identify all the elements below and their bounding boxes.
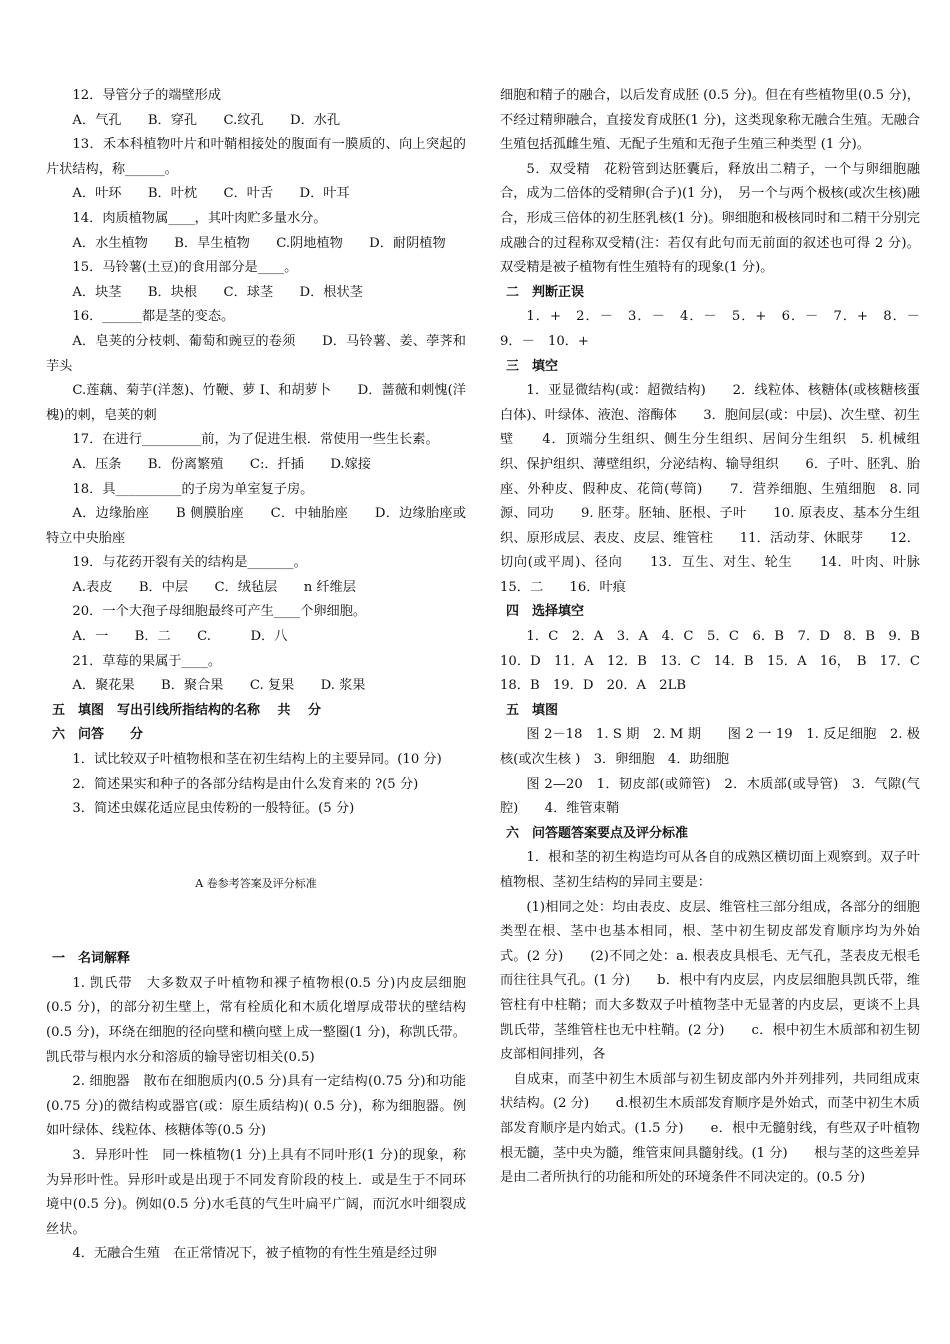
text-paragraph: A．压条 B．份离繁殖 C:．扦插 D.嫁接	[72, 456, 371, 472]
section-heading: 五 填图	[506, 702, 559, 718]
section-heading: 五 填图 写出引线所指结构的名称 共 分	[52, 702, 322, 718]
text-paragraph: (1)相同之处：均由表皮、皮层、维管柱三部分组成，各部分的细胞类型在根、茎中也基本相同，根、茎中初生韧皮部发育顺序均为外始式。(2 分) (2)不同之处：a. 根表皮具根毛、无气孔，茎表皮无根毛而往往具气孔。(1 分) b．根中有内皮层，内皮层细胞具凯氏带，维管柱有中柱鞘；而大多数双子叶植物茎中无显著的内皮层，更谈不上具凯氏带，茎维管柱也无中柱鞘。(2 分) c．根中初生木质部和初生韧皮部相间排列，各	[500, 899, 920, 1063]
text-paragraph: 15．马铃薯(土豆)的食用部分是____。	[72, 260, 298, 276]
text-paragraph: A．块茎 B．块根 C．球茎 D．根状茎	[72, 284, 363, 300]
text-paragraph: A．气孔 B．穿孔 C.纹孔 D．水孔	[72, 112, 341, 128]
text-paragraph: 图 2—20 1．韧皮部(或筛管) 2．木质部(或导管) 3．气隙(气腔) 4．维管束鞘	[500, 776, 920, 817]
text-paragraph: 2．简述果实和种子的各部分结构是由什么发育来的 ?(5 分)	[72, 776, 419, 792]
text-paragraph: 12．导管分子的端壁形成	[72, 88, 222, 103]
text-paragraph: 4．无融合生殖 在正常情况下，被子植物的有性生殖是经过卵	[72, 1246, 437, 1262]
text-paragraph: 13．禾本科植物叶片和叶鞘相接处的腹面有一膜质的、向上突起的片状结构，称______。	[46, 137, 466, 177]
section-heading: 六 问答 分	[52, 727, 144, 743]
text-paragraph: 19．与花药开裂有关的结构是_______。	[72, 555, 307, 571]
text-paragraph: 图 2－18 1. S 期 2. M 期 图 2 一 19 1. 反足细胞 2. 极核(或次生核 ) 3．卵细胞 4．助细胞	[500, 727, 920, 768]
text-paragraph: A．一 B．二 C. D．八	[72, 629, 288, 645]
text-paragraph: 细胞和精子的融合，以后发育成胚 (0.5 分)。但在有些植物里(0.5 分)，不经过精卵融合，直接发育成胚(1 分)，这类现象称无融合生殖。无融合生殖包括孤雌生殖、无配子生殖和无孢子生殖三种类型 (1 分)。	[500, 88, 920, 153]
text-paragraph: 1. 凯氏带 大多数双子叶植物和裸子植物根(0.5 分)内皮层细胞(0.5 分)，的部分初生壁上，常有栓质化和木质化增厚成带状的壁结构(0.5 分)，环绕在细胞的径向壁和横向壁上成一整圈(1 分)，称凯氏带。凯氏带与根内水分和溶质的输导密切相关(0.5)	[46, 975, 466, 1065]
right-column	[500, 84, 947, 1191]
text-paragraph: A.表皮 B．中层 C．绒毡层 n 纤维层	[72, 579, 356, 595]
text-paragraph: 1．根和茎的初生构造均可从各自的成熟区横切面上观察到。双子叶植物根、茎初生结构的异同主要是：	[500, 850, 920, 890]
text-paragraph: A 卷参考答案及评分标准	[195, 877, 317, 891]
text-paragraph: A．叶环 B．叶枕 C．叶舌 D．叶耳	[72, 186, 350, 202]
text-paragraph: 14．肉质植物属____，其叶肉贮多量水分。	[72, 210, 327, 226]
section-heading: 六 问答题答案要点及评分标准	[506, 825, 689, 841]
text-paragraph: 17．在进行_________前，为了促进生根．常使用一些生长素。	[72, 432, 439, 448]
text-paragraph: 21．草莓的果属于____。	[72, 653, 222, 669]
text-paragraph: 3．简述虫媒花适应昆虫传粉的一般特征。(5 分)	[72, 801, 355, 817]
text-paragraph: 20．一个大孢子母细胞最终可产生____个卵细胞。	[72, 604, 367, 620]
section-heading: 四 选择填空	[506, 604, 585, 620]
left-column	[46, 84, 466, 1267]
text-paragraph: 18．具__________的子房为单室复子房。	[72, 481, 314, 497]
text-paragraph: 1．+ 2．－ 3．－ 4．－ 5．+ 6．－ 7．+ 8．－ 9．－ 10．+	[500, 309, 934, 349]
spacer	[46, 910, 466, 934]
text-paragraph: 1．C 2．A 3．A 4．C 5．C 6．B 7．D 8．B 9．B 10．D 11．A 12．B 13．C 14．B 15．A 16， B 17．C 18．B 19．D 20．A 2LB	[500, 629, 934, 694]
text-paragraph: 3．异形叶性 同一株植物(1 分)上具有不同叶形(1 分)的现象，称为异形叶性。异形叶或是出现于不同发育阶段的枝上．或是生于不同环境中(0.5 分)。例如(0.5 分)水毛茛的气生叶扁平广阔，而沉水叶细裂成丝状。	[46, 1147, 466, 1237]
text-paragraph: C.莲藕、菊芋(洋葱)、竹鞭、萝 I、和胡萝卜 D．蔷薇和刺愧(洋槐)的刺，皂荚的刺	[46, 383, 466, 423]
section-heading: 二 判断正误	[506, 284, 585, 300]
section-heading: 三 填空	[506, 358, 559, 374]
text-paragraph: 2. 细胞器 散布在细胞质内(0.5 分)具有一定结构(0.75 分)和功能(0.75 分)的微结构或器官(或：原生质结构)( 0.5 分)，称为细胞器。例如叶绿体、线粒体、核糖体等(0.5 分)	[46, 1074, 466, 1139]
text-paragraph: 16．______都是茎的变态。	[72, 309, 235, 325]
text-paragraph: 1．试比较双子叶植物根和茎在初生结构上的主要异同。(10 分)	[72, 752, 442, 768]
text-paragraph: A．水生植物 B．旱生植物 C.阴地植物 D．耐阴植物	[72, 235, 446, 251]
text-paragraph: A．聚花果 B．聚合果 C. 复果 D. 浆果	[72, 678, 366, 694]
section-heading: 一 名词解释	[52, 951, 131, 967]
text-paragraph: 5．双受精 花粉管到达胚囊后，释放出二精子，一个与卵细胞融合，成为二倍体的受精卵(合子)(1 分)， 另一个与两个极核(或次生核)融合，形成三倍体的初生胚乳核(1 分)。卵细胞和极核同时和二精干分别完成融合的过程称双受精(注：若仅有此句而无前面的叙述也可得 2 分)。双受精是被子植物有性生殖特有的现象(1 分)。	[500, 161, 920, 276]
text-paragraph: 自成束，而茎中初生木质部与初生韧皮部内外并列排列，共同组成束状结构。(2 分) d.根初生木质部发育顺序是外始式，而茎中初生木质部发育顺序是内始式。(1.5 分) e．根中无髓射线，有些双子叶植物根无髓，茎中央为髓，维管束间具髓射线。(1 分) 根与茎的这些差异是由二者所执行的功能和所处的环境条件不同决定的。(0.5 分)	[500, 1071, 920, 1186]
text-paragraph: A．皂荚的分枝刺、葡萄和豌豆的卷须 D．马铃薯、姜、荸荠和芋头	[46, 333, 466, 374]
spacer	[46, 835, 466, 859]
text-paragraph: A．边缘胎座 B 侧膜胎座 C．中轴胎座 D．边缘胎座或特立中央胎座	[46, 506, 466, 546]
text-paragraph: 1．亚显微结构(或：超微结构) 2．线粒体、核糖体(或核糖核蛋白体)、叶绿体、液泡、溶酶体 3．胞间层(或：中层)、次生壁、初生壁 4．顶端分生组织、侧生分生组织、居间分生组织 5. 机械组织、保护组织、薄壁组织，分泌结构、输导组织 6．子叶、胚乳、胎座、外种皮、假种皮、花筒(萼筒) 7．营养细胞、生殖细胞 8. 同源、同功 9. 胚芽。胚轴、胚根、子叶 10. 原表皮、基本分生组织、原形成层、表皮、皮层、维管柱 11．活动芽、休眠芽 12．切向(或平周)、径向 13．互生、对生、轮生 14．叶肉、叶脉 15．二 16．叶痕	[500, 383, 947, 595]
